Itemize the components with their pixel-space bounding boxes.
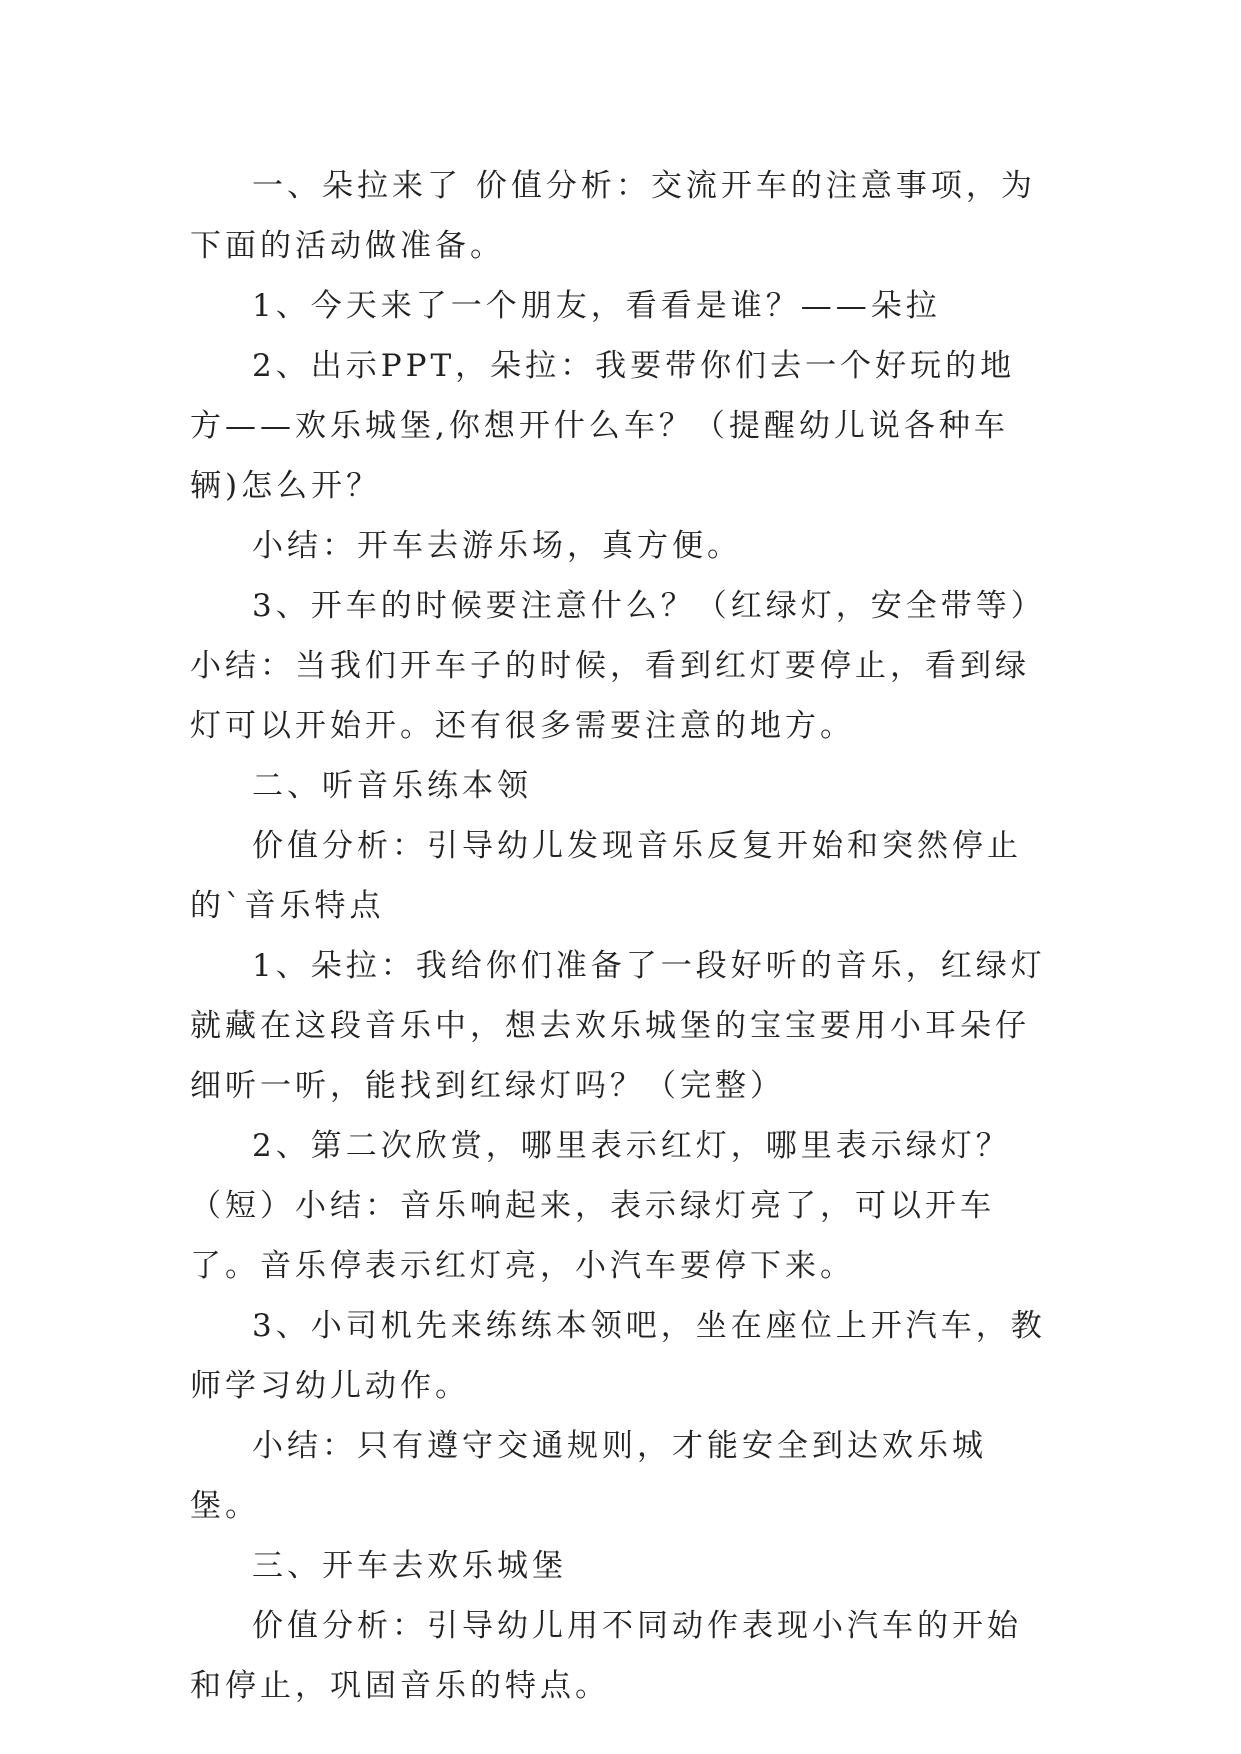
paragraph: 2、第二次欣赏，哪里表示红灯，哪里表示绿灯？（短）小结：音乐响起来，表示绿灯亮了，可以开车了。音乐停表示红灯亮，小汽车要停下来。 <box>190 1128 1011 1284</box>
document-body <box>190 156 1050 1716</box>
section-heading-1: 一、朵拉来了 价值分析：交流开车的注意事项，为下面的活动做准备。 <box>190 168 1036 264</box>
value-analysis-paragraph: 价值分析：引导幼儿发现音乐反复开始和突然停止的`音乐特点 <box>190 828 1022 924</box>
paragraph: 2、出示PPT，朵拉：我要带你们去一个好玩的地方——欢乐城堡,你想开什么车？（提醒幼儿说各种车辆)怎么开？ <box>190 348 1016 504</box>
value-analysis-paragraph: 价值分析：引导幼儿用不同动作表现小汽车的开始和停止，巩固音乐的特点。 <box>190 1608 1022 1704</box>
section-heading-3: 三、开车去欢乐城堡 <box>252 1548 567 1584</box>
summary-paragraph: 小结：只有遵守交通规则，才能安全到达欢乐城堡。 <box>190 1428 987 1524</box>
paragraph: 1、朵拉：我给你们准备了一段好听的音乐，红绿灯就藏在这段音乐中，想去欢乐城堡的宝宝要用小耳朵仔细听一听，能找到红绿灯吗？（完整） <box>190 948 1046 1104</box>
paragraph: 1、今天来了一个朋友，看看是谁？——朵拉 <box>252 288 941 324</box>
summary-paragraph: 小结：开车去游乐场，真方便。 <box>252 528 742 564</box>
paragraph: 3、小司机先来练练本领吧，坐在座位上开汽车，教师学习幼儿动作。 <box>190 1308 1046 1404</box>
section-heading-2: 二、听音乐练本领 <box>252 768 532 804</box>
paragraph: 3、开车的时候要注意什么？（红绿灯，安全带等）小结：当我们开车子的时候，看到红灯要停止，看到绿灯可以开始开。还有很多需要注意的地方。 <box>190 588 1046 744</box>
